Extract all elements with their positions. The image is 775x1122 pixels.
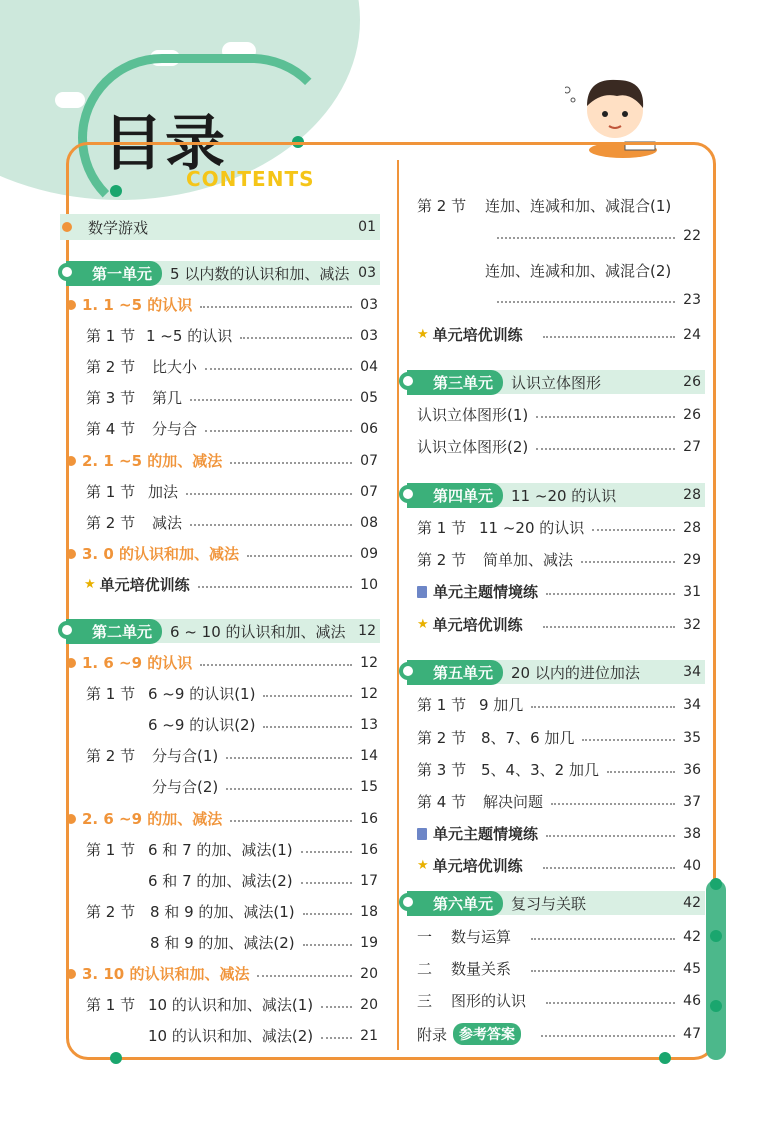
toc-label: 数学游戏 — [88, 218, 149, 237]
unit-title: 复习与关联 — [511, 894, 587, 913]
toc-lesson[interactable] — [66, 294, 378, 315]
toc-unit-4[interactable] — [407, 483, 705, 507]
toc-label: 10 的认识和加、减法(1) — [148, 996, 314, 1014]
toc-page: 34 — [683, 696, 701, 713]
section-number: 第 1 节 — [86, 327, 136, 345]
toc-page: 47 — [683, 1026, 701, 1042]
toc-section[interactable] — [86, 683, 378, 704]
unit-title: 20 以内的进位加法 — [511, 663, 640, 682]
column-divider — [397, 160, 399, 1050]
toc-page: 21 — [360, 1027, 378, 1044]
section-number: 第 2 节 — [86, 358, 136, 376]
toc-section[interactable] — [417, 958, 701, 979]
toc-page: 23 — [683, 292, 701, 308]
toc-training[interactable] — [417, 614, 701, 635]
toc-label: 解决问题 — [483, 793, 544, 811]
toc-label: 6 ~9 的认识(2) — [148, 716, 256, 734]
section-number: 一 — [417, 928, 433, 946]
toc-page: 26 — [683, 374, 701, 390]
frame-dot — [110, 1052, 122, 1064]
toc-page: 42 — [683, 928, 701, 945]
section-number: 二 — [417, 960, 433, 978]
section-number: 第 1 节 — [86, 483, 136, 501]
toc-label: 10 的认识和加、减法(2) — [148, 1027, 314, 1045]
toc-label: 连加、连减和加、减混合(2) — [485, 262, 672, 280]
toc-page: 13 — [360, 716, 378, 733]
section-number: 三 — [417, 992, 433, 1010]
section-number: 第 1 节 — [86, 685, 136, 703]
toc-section[interactable] — [417, 926, 701, 947]
book-icon — [417, 586, 427, 598]
toc-label: 8 和 9 的加、减法(1) — [150, 903, 295, 921]
toc-section[interactable] — [86, 387, 378, 408]
toc-label: 单元主题情境练 — [433, 583, 539, 601]
toc-section[interactable] — [86, 481, 378, 502]
section-number: 第 4 节 — [417, 793, 467, 811]
toc-label: 6 和 7 的加、减法(2) — [148, 872, 293, 890]
toc-section[interactable] — [148, 714, 378, 735]
toc-page: 12 — [360, 685, 378, 702]
toc-page: 35 — [683, 729, 701, 746]
toc-label: 图形的认识 — [451, 992, 527, 1010]
toc-page: 07 — [360, 483, 378, 500]
toc-label: 认识立体图形(1) — [417, 406, 529, 424]
toc-page: 28 — [683, 487, 701, 503]
section-number: 第 1 节 — [86, 841, 136, 859]
toc-label: 6 和 7 的加、减法(1) — [148, 841, 293, 859]
toc-section[interactable] — [417, 990, 701, 1011]
toc-lesson[interactable] — [66, 543, 378, 564]
toc-page: 32 — [683, 616, 701, 633]
toc-leader — [497, 228, 701, 244]
toc-training[interactable] — [417, 324, 701, 345]
page-subtitle: CONTENTS — [186, 167, 315, 191]
toc-page: 06 — [360, 420, 378, 437]
toc-section[interactable] — [86, 745, 378, 766]
toc-leader — [497, 292, 701, 308]
toc-section[interactable] — [86, 512, 378, 533]
toc-page: 08 — [360, 514, 378, 531]
toc-label: 数与运算 — [451, 928, 512, 946]
toc-page: 46 — [683, 992, 701, 1009]
toc-page: 07 — [360, 452, 378, 469]
toc-section[interactable] — [86, 901, 378, 922]
book-icon — [417, 828, 427, 840]
toc-section[interactable] — [86, 325, 378, 346]
toc-training[interactable] — [84, 574, 378, 595]
toc-section[interactable] — [485, 260, 695, 281]
toc-page: 12 — [358, 623, 376, 639]
answer-badge: 参考答案 — [453, 1023, 521, 1045]
toc-label: 分与合(2) — [152, 778, 219, 796]
bullet-icon — [66, 658, 76, 668]
toc-page: 40 — [683, 857, 701, 874]
toc-label: 单元主题情境练 — [433, 825, 539, 843]
page-title: 目录 — [103, 109, 227, 179]
toc-theme[interactable] — [417, 823, 701, 844]
toc-section[interactable] — [150, 932, 378, 953]
toc-section[interactable] — [417, 436, 701, 457]
unit-badge: 第六单元 — [407, 891, 503, 916]
toc-page: 17 — [360, 872, 378, 889]
bullet-icon — [66, 969, 76, 979]
toc-section[interactable] — [417, 195, 687, 216]
cloud-shape — [55, 92, 85, 108]
toc-page: 28 — [683, 519, 701, 536]
unit-title: 11 ~20 的认识 — [511, 486, 617, 505]
unit-title: 6 ~ 10 的认识和加、减法 — [170, 622, 346, 641]
frame-dot — [659, 1052, 671, 1064]
side-bar-dot — [710, 1000, 722, 1012]
toc-section[interactable] — [86, 418, 378, 439]
side-bar — [706, 880, 726, 1060]
toc-section[interactable] — [417, 791, 701, 812]
toc-label: 认识立体图形(2) — [417, 438, 529, 456]
toc-label: 2. 6 ~9 的加、减法 — [82, 810, 223, 828]
toc-page: 19 — [360, 934, 378, 951]
star-icon: ★ — [417, 327, 429, 342]
toc-label: 11 ~20 的认识 — [479, 519, 585, 537]
side-bar-dot — [710, 878, 722, 890]
star-icon: ★ — [417, 617, 429, 632]
toc-label: 2. 1 ~5 的加、减法 — [82, 452, 223, 470]
bullet-icon — [66, 456, 76, 466]
toc-label: 加法 — [148, 483, 179, 501]
toc-page: 20 — [360, 965, 378, 982]
toc-section[interactable] — [417, 727, 701, 748]
toc-appendix[interactable] — [417, 1023, 701, 1045]
toc-section[interactable] — [148, 1025, 378, 1046]
toc-page: 31 — [683, 583, 701, 600]
toc-page: 22 — [683, 228, 701, 244]
toc-page: 04 — [360, 358, 378, 375]
bullet-icon — [62, 222, 72, 232]
section-number: 第 2 节 — [417, 197, 467, 215]
toc-label: 5、4、3、2 加几 — [481, 761, 599, 779]
toc-page: 42 — [683, 895, 701, 911]
toc-page: 05 — [360, 389, 378, 406]
toc-section[interactable] — [148, 870, 378, 891]
toc-label: 3. 0 的认识和加、减法 — [82, 545, 240, 563]
unit-badge: 第五单元 — [407, 660, 503, 685]
bullet-icon — [66, 549, 76, 559]
star-icon: ★ — [417, 858, 429, 873]
toc-unit-1[interactable] — [66, 261, 380, 285]
toc-label: 连加、连减和加、减混合(1) — [485, 197, 672, 215]
toc-page: 20 — [360, 996, 378, 1013]
toc-section[interactable] — [417, 404, 701, 425]
toc-label: 单元培优训练 — [432, 857, 523, 875]
toc-page: 03 — [360, 296, 378, 313]
toc-label: 分与合 — [152, 420, 198, 438]
section-number: 第 4 节 — [86, 420, 136, 438]
toc-label: 1. 6 ~9 的认识 — [82, 654, 193, 672]
toc-unit-5[interactable] — [407, 660, 705, 684]
toc-page: 03 — [360, 327, 378, 344]
toc-page: 34 — [683, 664, 701, 680]
bullet-icon — [66, 814, 76, 824]
section-number: 第 2 节 — [86, 514, 136, 532]
toc-page: 37 — [683, 793, 701, 810]
toc-label: 6 ~9 的认识(1) — [148, 685, 256, 703]
section-number: 第 1 节 — [417, 519, 467, 537]
toc-unit-2[interactable] — [66, 619, 380, 643]
section-number: 第 2 节 — [417, 729, 467, 747]
toc-section[interactable] — [417, 759, 701, 780]
toc-label: 单元培优训练 — [99, 576, 190, 594]
section-number: 第 1 节 — [417, 696, 467, 714]
toc-page: 15 — [360, 778, 378, 795]
toc-label: 9 加几 — [479, 696, 524, 714]
section-number: 第 3 节 — [86, 389, 136, 407]
toc-section[interactable] — [86, 994, 378, 1015]
section-number: 附录 — [417, 1025, 448, 1044]
toc-label: 1 ~5 的认识 — [146, 327, 233, 345]
toc-label: 8 和 9 的加、减法(2) — [150, 934, 295, 952]
section-number: 第 2 节 — [86, 747, 136, 765]
toc-unit-6[interactable] — [407, 891, 705, 915]
toc-section[interactable] — [417, 694, 701, 715]
section-number: 第 2 节 — [86, 903, 136, 921]
toc-page: 16 — [360, 841, 378, 858]
toc-section[interactable] — [417, 549, 701, 570]
toc-lesson[interactable] — [66, 808, 378, 829]
toc-lesson[interactable] — [66, 450, 378, 471]
section-number: 第 1 节 — [86, 996, 136, 1014]
toc-page: 24 — [683, 326, 701, 343]
toc-page: 16 — [360, 810, 378, 827]
toc-label: 比大小 — [152, 358, 198, 376]
toc-label: 1. 1 ~5 的认识 — [82, 296, 193, 314]
toc-page: 38 — [683, 825, 701, 842]
unit-title: 认识立体图形 — [511, 373, 602, 392]
toc-section[interactable] — [86, 356, 378, 377]
unit-badge: 第二单元 — [66, 619, 162, 644]
section-number: 第 2 节 — [417, 551, 467, 569]
unit-badge: 第一单元 — [66, 261, 162, 286]
toc-page: 01 — [358, 219, 376, 235]
toc-label: 第几 — [152, 389, 183, 407]
toc-label: 单元培优训练 — [432, 326, 523, 344]
toc-page: 29 — [683, 551, 701, 568]
toc-training[interactable] — [417, 855, 701, 876]
unit-badge: 第四单元 — [407, 483, 503, 508]
toc-label: 分与合(1) — [152, 747, 219, 765]
toc-unit-3[interactable] — [407, 370, 705, 394]
toc-label: 减法 — [152, 514, 183, 532]
toc-section[interactable] — [86, 839, 378, 860]
toc-page: 12 — [360, 654, 378, 671]
toc-section[interactable] — [152, 776, 378, 797]
toc-page: 45 — [683, 960, 701, 977]
toc-page: 18 — [360, 903, 378, 920]
toc-page: 03 — [358, 265, 376, 281]
toc-label: 单元培优训练 — [432, 616, 523, 634]
toc-theme[interactable] — [417, 581, 701, 602]
toc-page: 26 — [683, 406, 701, 423]
toc-page: 10 — [360, 576, 378, 593]
toc-intro[interactable] — [60, 214, 380, 240]
toc-label: 8、7、6 加几 — [481, 729, 575, 747]
toc-page: 27 — [683, 438, 701, 455]
unit-badge: 第三单元 — [407, 370, 503, 395]
toc-page: 36 — [683, 761, 701, 778]
toc-section[interactable] — [417, 517, 701, 538]
toc-label: 数量关系 — [451, 960, 512, 978]
toc-label: 简单加、减法 — [483, 551, 574, 569]
toc-lesson[interactable] — [66, 652, 378, 673]
star-icon: ★ — [84, 577, 96, 592]
toc-page: 09 — [360, 545, 378, 562]
section-number: 第 3 节 — [417, 761, 467, 779]
toc-page: 14 — [360, 747, 378, 764]
unit-title: 5 以内数的认识和加、减法 — [170, 264, 350, 283]
side-bar-dot — [710, 930, 722, 942]
bullet-icon — [66, 300, 76, 310]
toc-lesson[interactable] — [66, 963, 378, 984]
toc-label: 3. 10 的认识和加、减法 — [82, 965, 250, 983]
